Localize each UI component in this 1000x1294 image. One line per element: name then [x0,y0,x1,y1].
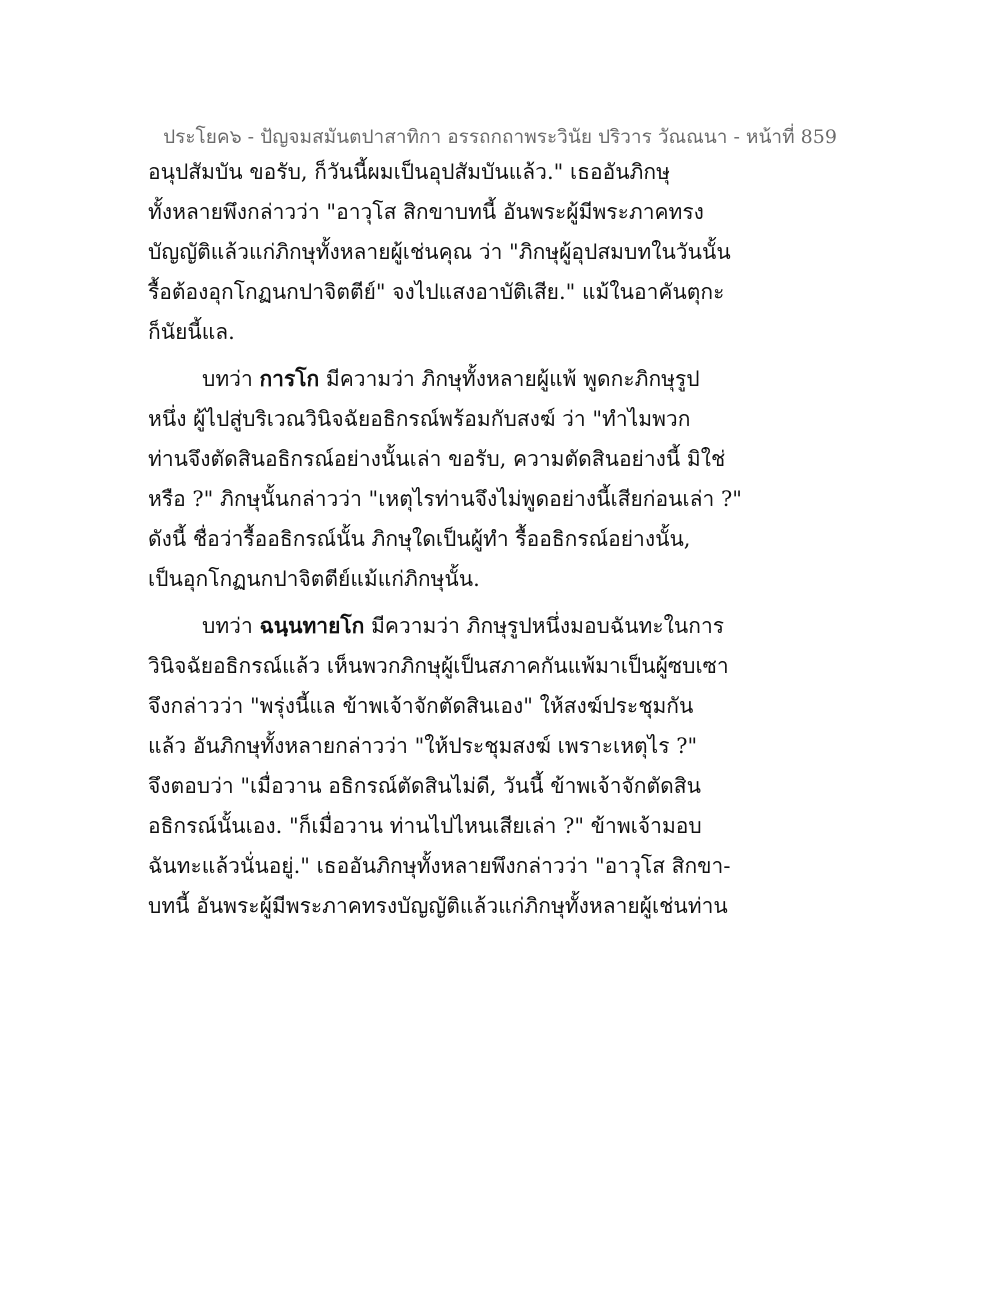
text-line: อธิกรณ์นั้นเอง. "ก็เมื่อวาน ท่านไปไหนเสียเล่า ?" ข้าพเจ้ามอบ [148,814,702,838]
text-line: บัญญัติแล้วแก่ภิกษุทั้งหลายผู้เช่นคุณ ว่า "ภิกษุผู้อุปสมบทในวันนั้น [148,240,731,264]
text-run: มีความว่า ภิกษุรูปหนึ่งมอบฉันทะในการ [364,614,725,638]
text-line: จึงตอบว่า "เมื่อวาน อธิกรณ์ตัดสินไม่ดี, วันนี้ ข้าพเจ้าจักตัดสิน [148,774,701,798]
text-line-first [148,606,725,646]
text-line: ดังนี้ ชื่อว่ารื้ออธิกรณ์นั้น ภิกษุใดเป็นผู้ทำ รื้ออธิกรณ์อย่างนั้น, [148,527,691,551]
body-text [148,152,742,926]
paragraph-1 [148,152,731,352]
text-line-first [148,359,708,399]
page-header-text: ประโยค๖ - ปัญจมสมันตปาสาทิกา อรรถกถาพระวินัย ปริวาร วัณณนา - หน้าที่ 859 [163,126,837,148]
paragraph-2 [148,359,742,599]
text-line: ท่านจึงตัดสินอธิกรณ์อย่างนั้นเล่า ขอรับ, ความตัดสินอย่างนี้ มิใช่ [148,447,726,471]
text-run: บทว่า [202,614,260,638]
text-run: มีความว่า ภิกษุทั้งหลายผู้แพ้ พูดกะภิกษุรูป [319,367,700,391]
text-line: หนึ่ง ผู้ไปสู่บริเวณวินิจฉัยอธิกรณ์พร้อมกับสงฆ์ ว่า "ทำไมพวก [148,407,691,431]
text-line: บทนี้ อันพระผู้มีพระภาคทรงบัญญัติแล้วแก่ภิกษุทั้งหลายผู้เช่นท่าน [148,894,728,918]
term-heading: ฉนฺนทายโก [259,613,365,638]
text-line: เป็นอุกโกฏนกปาจิตตีย์แม้แก่ภิกษุนั้น. [148,567,480,591]
text-line: แล้ว อันภิกษุทั้งหลายกล่าวว่า "ให้ประชุมสงฆ์ เพราะเหตุไร ?" [148,734,698,758]
paragraph-3 [148,606,731,926]
text-line: วินิจฉัยอธิกรณ์แล้ว เห็นพวกภิกษุผู้เป็นสภาคกันแพ้มาเป็นผู้ซบเซา [148,654,729,678]
page-header [0,122,1000,152]
text-line: หรือ ?" ภิกษุนั้นกล่าวว่า "เหตุไรท่านจึงไม่พูดอย่างนี้เสียก่อนเล่า ?" [148,487,742,511]
text-run: บทว่า [202,367,260,391]
text-line: ทั้งหลายพึงกล่าวว่า "อาวุโส สิกขาบทนี้ อันพระผู้มีพระภาคทรง [148,200,704,224]
text-line: รื้อต้องอุกโกฏนกปาจิตตีย์" จงไปแสงอาบัติเสีย." แม้ในอาคันตุกะ [148,280,725,304]
text-line: จึงกล่าวว่า "พรุ่งนี้แล ข้าพเจ้าจักตัดสินเอง" ให้สงฆ์ประชุมกัน [148,694,694,718]
text-line: ฉันทะแล้วนั่นอยู่." เธออันภิกษุทั้งหลายพึงกล่าวว่า "อาวุโส สิกขา- [148,854,731,878]
text-line: ก็นัยนี้แล. [148,320,235,344]
text-line: อนุปสัมบัน ขอรับ, ก็วันนี้ผมเป็นอุปสัมบันแล้ว." เธออันภิกษุ [148,160,670,184]
term-heading: การโก [259,366,320,391]
